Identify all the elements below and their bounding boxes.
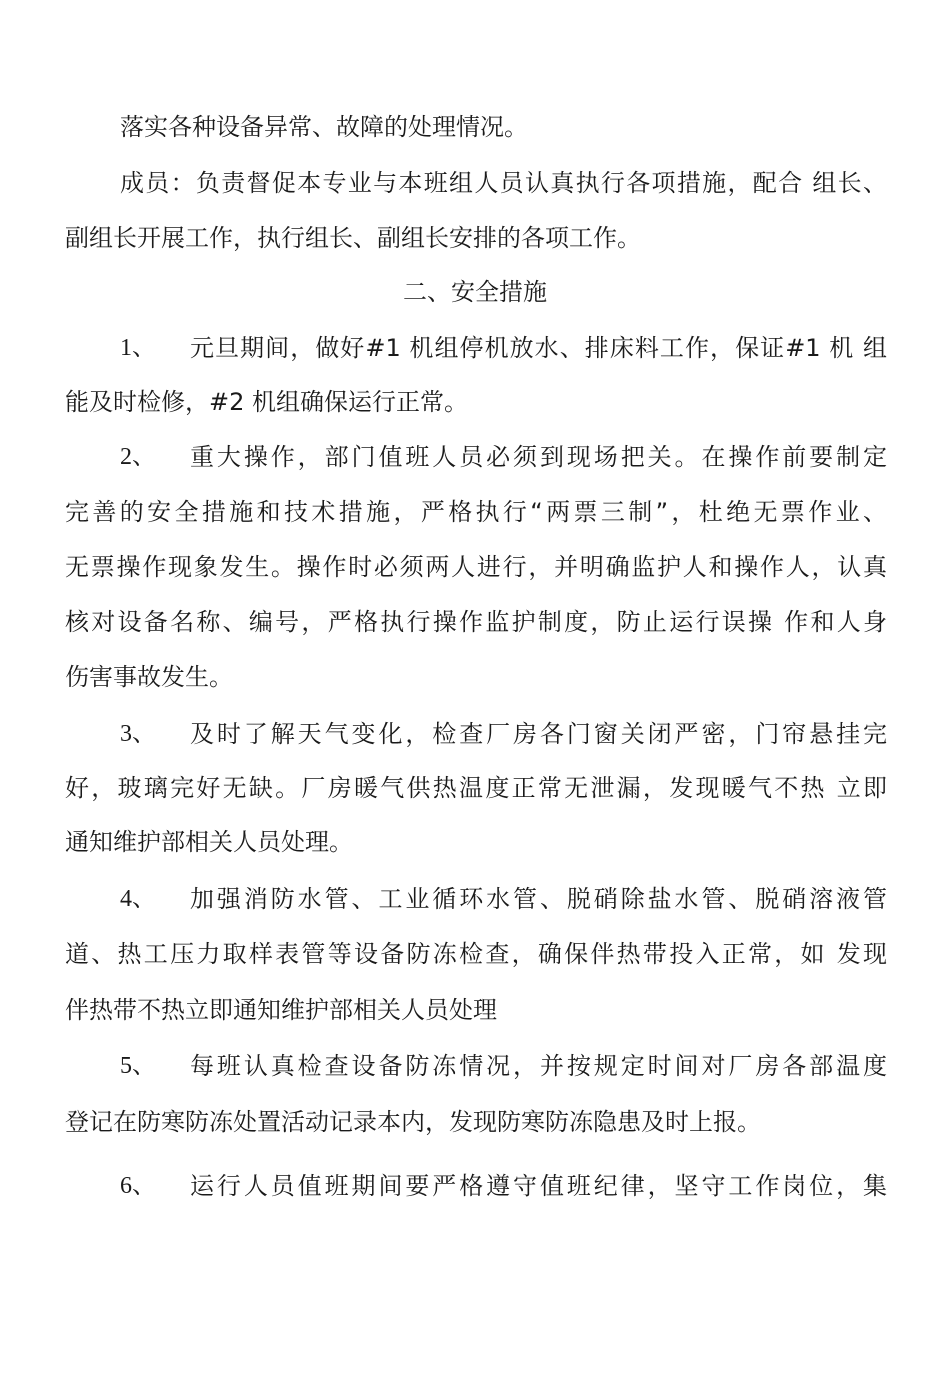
paragraph-line: 无票操作现象发生。操作时必须两人进行，并明确监护人和操作人，认真 <box>65 553 887 581</box>
paragraph-line: 成员：负责督促本专业与本班组人员认真执行各项措施，配合 组长、 <box>120 169 887 197</box>
paragraph-line: 加强消防水管、工业循环水管、脱硝除盐水管、脱硝溶液管 <box>190 885 887 913</box>
paragraph-line: 伤害事故发生。 <box>65 663 233 691</box>
paragraph-line: 登记在防寒防冻处置活动记录本内，发现防寒防冻隐患及时上报。 <box>65 1108 761 1136</box>
list-number: 2、 <box>120 444 156 470</box>
list-number: 3、 <box>120 721 156 747</box>
paragraph-line: 副组长开展工作，执行组长、副组长安排的各项工作。 <box>65 224 641 252</box>
paragraph-line: 每班认真检查设备防冻情况，并按规定时间对厂房各部温度 <box>190 1052 887 1080</box>
paragraph-line: 通知维护部相关人员处理。 <box>65 828 353 856</box>
paragraph-line: 好，玻璃完好无缺。厂房暖气供热温度正常无泄漏，发现暖气不热 立即 <box>65 774 887 802</box>
paragraph-line: 落实各种设备异常、故障的处理情况。 <box>120 113 528 141</box>
list-number: 5、 <box>120 1053 156 1079</box>
list-number: 4、 <box>120 886 156 912</box>
list-number: 6、 <box>120 1173 156 1199</box>
paragraph-line: 重大操作，部门值班人员必须到现场把关。在操作前要制定 <box>190 443 887 471</box>
paragraph-line: 能及时检修，#2 机组确保运行正常。 <box>65 388 469 416</box>
paragraph-line: 伴热带不热立即通知维护部相关人员处理 <box>65 996 497 1024</box>
paragraph-line: 及时了解天气变化，检查厂房各门窗关闭严密，门帘悬挂完 <box>190 720 887 748</box>
paragraph-line: 核对设备名称、编号，严格执行操作监护制度，防止运行误操 作和人身 <box>65 608 887 636</box>
paragraph-line: 完善的安全措施和技术措施，严格执行“两票三制”，杜绝无票作业、 <box>65 498 887 526</box>
paragraph-line: 道、热工压力取样表管等设备防冻检查，确保伴热带投入正常，如 发现 <box>65 940 887 968</box>
paragraph-line: 元旦期间，做好#1 机组停机放水、排床料工作，保证#1 机 组 <box>190 334 887 362</box>
paragraph-line: 运行人员值班期间要严格遵守值班纪律，坚守工作岗位，集 <box>190 1172 887 1200</box>
section-heading: 二、安全措施 <box>403 278 547 306</box>
list-number: 1、 <box>120 335 156 361</box>
